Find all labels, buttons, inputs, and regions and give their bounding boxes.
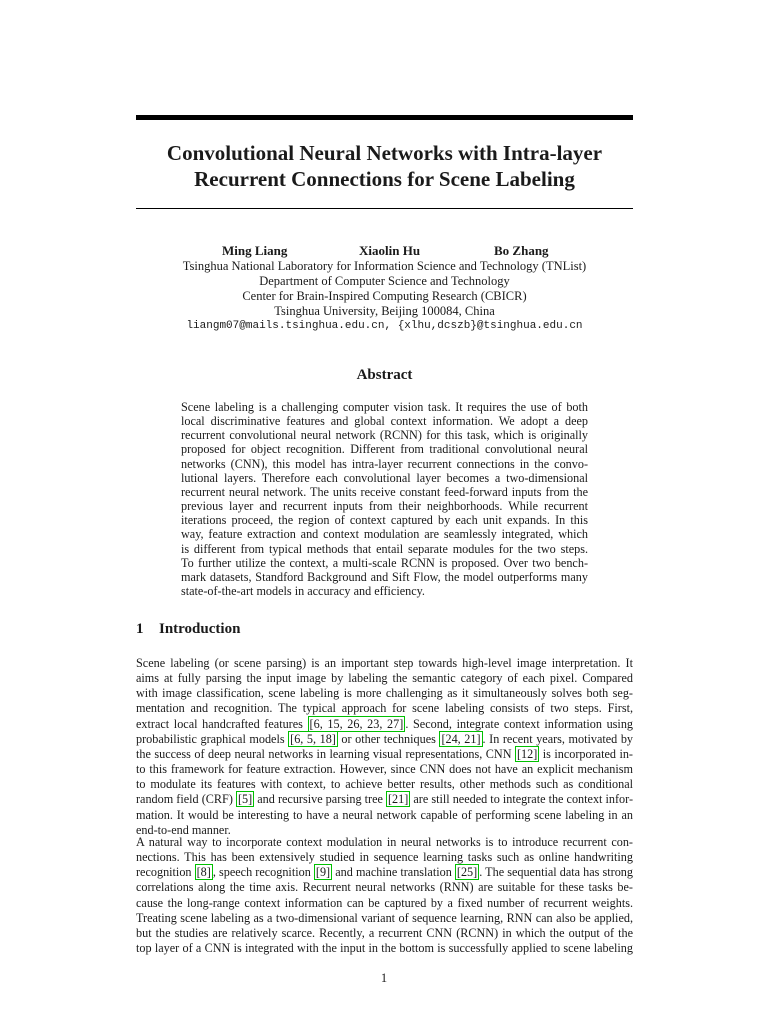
text-span: is incorporated in- — [539, 746, 633, 761]
abstract-line: recurrent convolutional neural network (RCNN) for this task, which is originally — [181, 428, 588, 443]
paragraph-line: correlations along the time axis. Recurrent neural networks (RNN) are suitable for these tasks be- — [136, 880, 633, 895]
paragraph-line: to this framework for feature extraction. However, since CNN does not have an explicit mechanism — [136, 762, 633, 777]
citation-link[interactable]: [25] — [456, 865, 478, 880]
abstract-line: previous layer and recurrent inputs from their neighborhoods. While recurrent — [181, 499, 588, 514]
citation-link[interactable]: [12] — [517, 746, 538, 761]
paper-title — [136, 140, 633, 192]
paragraph-line — [136, 865, 633, 880]
citation-link[interactable]: [9] — [315, 865, 331, 880]
citation-link[interactable]: [6, 5, 18] — [290, 731, 336, 746]
paragraph-line — [136, 792, 633, 807]
paragraph-line — [136, 717, 633, 732]
paragraph-line: Treating scene labeling as a two-dimensional variant of sequence learning, RNN can also be applied, — [136, 910, 633, 925]
text-span: the success of deep neural networks in learning visual representations, CNN — [136, 746, 515, 761]
abstract-line: local discriminative features and global context information. We adopt a deep — [181, 414, 588, 429]
paragraph-line: aims at fully parsing the input image by labeling the semantic category of each pixel. Compared — [136, 671, 633, 686]
abstract-line: lutional layers. Therefore each convolutional layer becomes a two-dimensional — [181, 470, 588, 485]
author-name: Xiaolin Hu — [359, 243, 421, 258]
section-title: Introduction — [159, 621, 241, 637]
abstract-line: To further utilize the context, a multi-scale RCNN is proposed. Over two bench- — [181, 555, 588, 570]
abstract-line: iterations proceed, the region of context captured by each unit expands. In this — [181, 513, 588, 528]
text-span: , speech recognition — [212, 865, 314, 880]
intro-paragraph-2 — [136, 835, 633, 956]
abstract-line: recurrent neural network. The units receive constant feed-forward inputs from the — [181, 484, 588, 499]
title-line-1: Convolutional Neural Networks with Intra-layer — [166, 141, 603, 165]
affiliation-line: Tsinghua University, Beijing 100084, China — [274, 304, 495, 318]
text-span: extract local handcrafted features — [136, 716, 308, 731]
paragraph-line: Scene labeling (or scene parsing) is an important step towards high-level image interpretation. It — [136, 656, 633, 670]
paragraph-line: nections. This has been extensively studied in sequence learning tasks such as online handwriting — [136, 850, 633, 865]
title-bottom-rule — [136, 208, 633, 209]
paragraph-line: top layer of a CNN is integrated with the input in the bottom is successfully applied to scene labeling — [136, 941, 633, 956]
abstract-body — [181, 400, 588, 598]
paragraph-line: with image classification, scene labeling is more challenging as it simultaneously solves both seg- — [136, 686, 633, 701]
paragraph-line: but the studies are relatively scarce. Recently, a recurrent CNN (RCNN) in which the output of the — [136, 925, 633, 940]
title-top-rule — [136, 115, 633, 120]
abstract-line: way, feature extraction and context modulation are seamlessly integrated, which — [181, 527, 588, 542]
paragraph-line: cause the long-range context information can be captured by a fixed number of recurrent weights. — [136, 895, 633, 910]
text-span: random field (CRF) — [136, 792, 236, 807]
abstract-heading: Abstract — [356, 367, 413, 383]
citation-link[interactable]: [24, 21] — [441, 731, 481, 746]
author-name: Bo Zhang — [494, 243, 549, 258]
affiliation-line: Tsinghua National Laboratory for Information Science and Technology (TNList) — [182, 259, 587, 273]
abstract-line: state-of-the-art models in accuracy and efficiency. — [181, 584, 425, 599]
author-name: Ming Liang — [222, 243, 288, 258]
affiliation-block — [136, 259, 633, 334]
author-emails: liangm07@mails.tsinghua.edu.cn, {xlhu,dcszb}@tsinghua.edu.cn — [186, 320, 583, 332]
affiliation-line: Department of Computer Science and Technology — [259, 274, 510, 288]
paragraph-line — [136, 747, 633, 762]
abstract-line: mark datasets, Standford Background and Sift Flow, the model outperforms many — [181, 569, 588, 584]
text-span: recognition — [136, 865, 195, 880]
title-line-2: Recurrent Connections for Scene Labeling — [194, 167, 575, 191]
citation-link[interactable]: [21] — [388, 792, 409, 807]
citation-link[interactable]: [5] — [237, 792, 253, 807]
text-span: and recursive parsing tree — [254, 792, 386, 807]
abstract-line: proposed for object recognition. Different from traditional convolutional neural — [181, 442, 588, 457]
text-span: . In recent years, motivated by — [482, 731, 634, 746]
text-span: . The sequential data has strong — [479, 865, 633, 880]
paragraph-line: to modulate its features with context, to achieve better results, other methods such as conditional — [136, 777, 633, 792]
text-span: are still needed to integrate the context infor- — [410, 792, 634, 807]
paragraph-line: mation. It would be interesting to have a neural network capable of performing scene labeling in an — [136, 807, 633, 822]
paragraph-line: A natural way to incorporate context modulation in neural networks is to introduce recurrent con- — [136, 835, 633, 849]
text-span: . Second, integrate context information using — [405, 716, 634, 731]
section-number: 1 — [136, 621, 144, 637]
section-heading-introduction — [136, 621, 240, 638]
page-number: 1 — [380, 971, 388, 985]
paragraph-line: end-to-end manner. — [136, 822, 231, 837]
paragraph-line — [136, 732, 633, 747]
paragraph-line: mentation and recognition. The typical approach for scene labeling consists of two steps. First, — [136, 701, 633, 716]
affiliation-line: Center for Brain-Inspired Computing Research (CBICR) — [242, 289, 527, 303]
abstract-line: Scene labeling is a challenging computer vision task. It requires the use of both — [181, 400, 588, 414]
abstract-line: is different from typical methods that entail separate modules for the two steps. — [181, 541, 588, 556]
citation-link[interactable]: [6, 15, 26, 23, 27] — [309, 716, 404, 731]
text-span: probabilistic graphical models — [136, 731, 289, 746]
text-span: and machine translation — [332, 865, 455, 880]
abstract-line: networks (CNN), this model has intra-layer recurrent connections in the convo- — [181, 456, 588, 471]
intro-paragraph-1 — [136, 656, 633, 838]
citation-link[interactable]: [8] — [196, 865, 211, 880]
text-span: or other techniques — [337, 731, 440, 746]
